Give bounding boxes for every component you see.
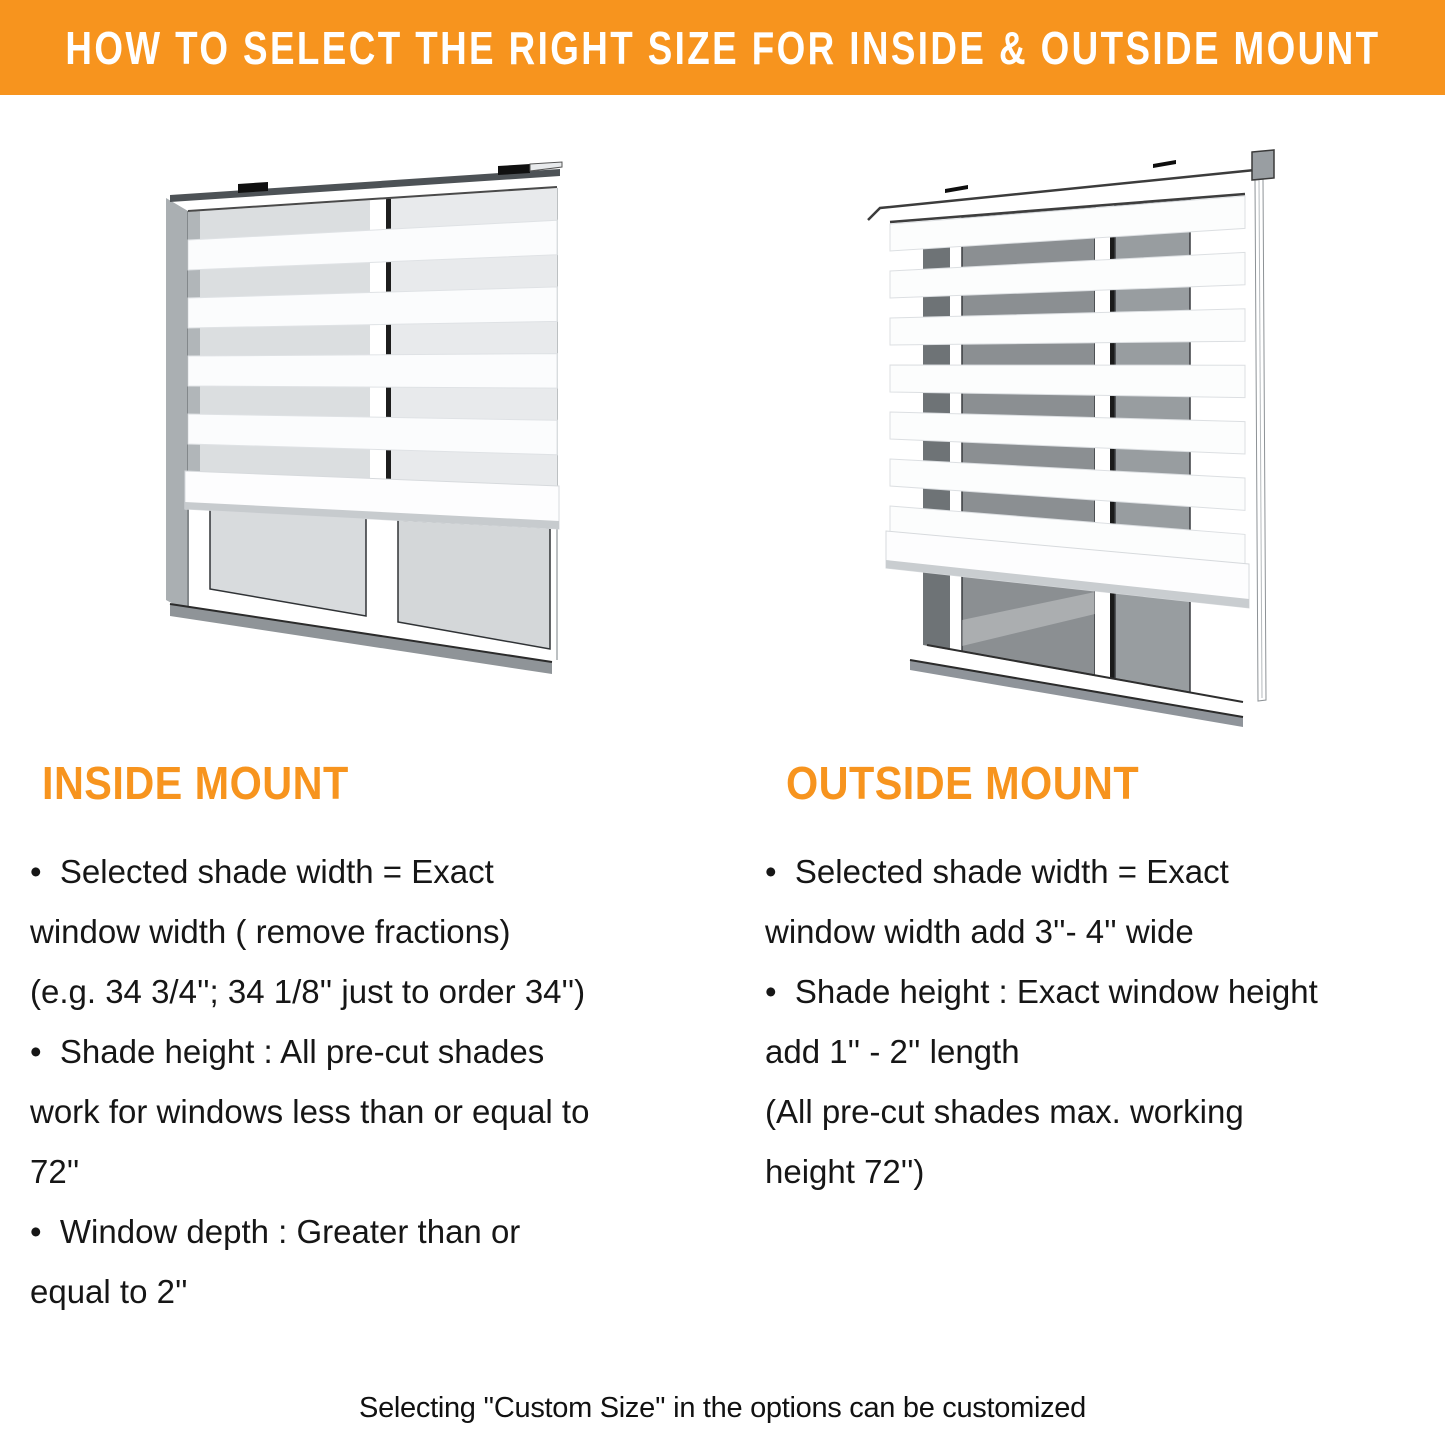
inside-mount-illustration <box>158 148 648 723</box>
text-line: • Selected shade width = Exact <box>30 853 494 890</box>
text-line: • Shade height : Exact window height <box>765 973 1318 1010</box>
text-line: • Selected shade width = Exact <box>765 853 1229 890</box>
custom-size-note: Selecting ''Custom Size'' in the options can be customized <box>359 1392 1086 1424</box>
text-line: work for windows less than or equal to <box>30 1093 590 1130</box>
inside-mount-text <box>30 842 725 1322</box>
outside-mount-heading: OUTSIDE MOUNT <box>786 757 1140 809</box>
screw-mark <box>945 185 968 193</box>
zebra-shade <box>185 187 559 529</box>
text-line: 72'' <box>30 1153 80 1190</box>
window-pane-right <box>398 520 550 649</box>
text-line: window width add 3''- 4'' wide <box>765 913 1194 950</box>
text-line: (All pre-cut shades max. working <box>765 1093 1244 1130</box>
outside-mount-illustration <box>850 140 1360 740</box>
text-line: window width ( remove fractions) <box>30 913 511 950</box>
inside-mount-heading: INSIDE MOUNT <box>42 757 349 809</box>
header-banner <box>0 0 1445 95</box>
text-line: height 72'') <box>765 1153 925 1190</box>
page-title: HOW TO SELECT THE RIGHT SIZE FOR INSIDE & OUTSIDE MOUNT <box>64 21 1381 74</box>
outside-mount-text <box>765 842 1435 1202</box>
screw-mark <box>1153 160 1176 168</box>
text-line: add 1'' - 2'' length <box>765 1033 1020 1070</box>
corner-bracket <box>1252 150 1274 180</box>
window-pane-left <box>210 509 366 616</box>
text-line: • Shade height : All pre-cut shades <box>30 1033 545 1070</box>
text-line: (e.g. 34 3/4''; 34 1/8'' just to order 34'') <box>30 973 586 1010</box>
text-line: • Window depth : Greater than or <box>30 1213 521 1250</box>
text-line: equal to 2'' <box>30 1273 188 1310</box>
